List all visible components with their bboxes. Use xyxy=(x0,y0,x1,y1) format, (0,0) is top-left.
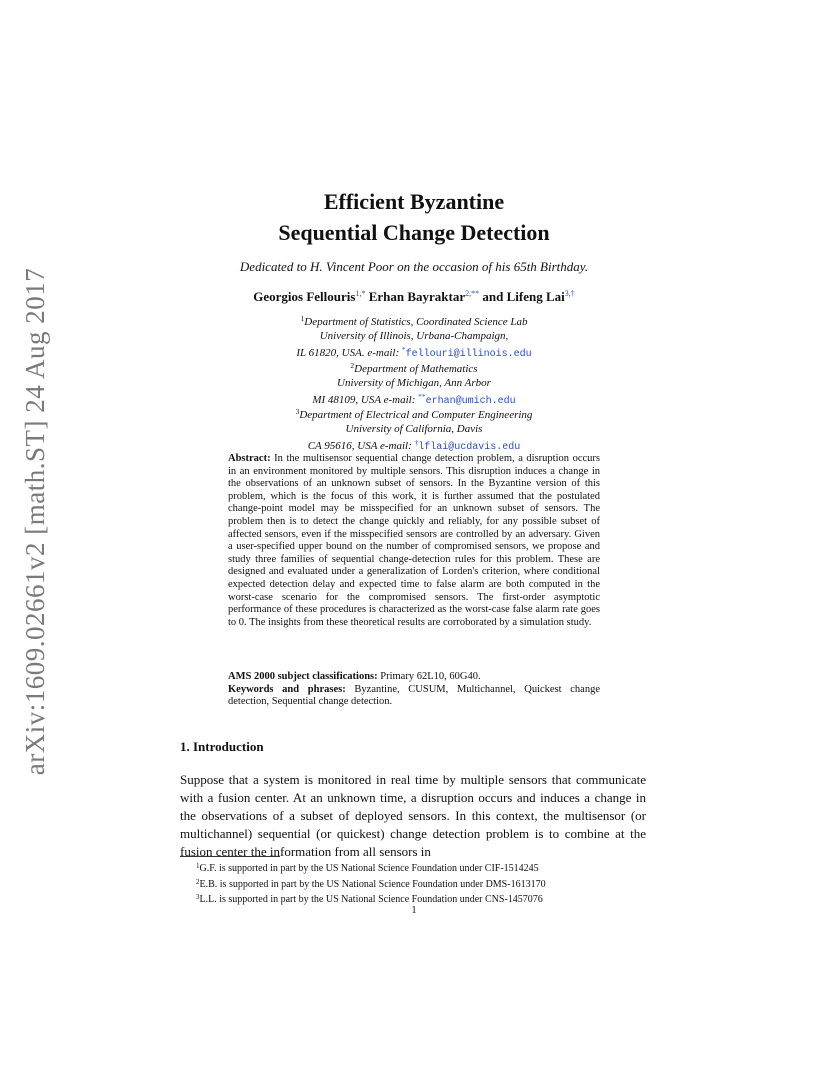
affiliation-line: Department of Mathematics xyxy=(354,363,478,375)
abstract-label: Abstract: xyxy=(228,453,271,464)
affiliation-line: CA 95616, USA e-mail: xyxy=(307,440,415,452)
footnote-number: 2 xyxy=(196,877,200,886)
affiliation-number: 1 xyxy=(300,314,305,323)
email-link[interactable]: erhan@umich.edu xyxy=(425,396,516,407)
email-mark: † xyxy=(414,438,419,447)
title-line-1: Efficient Byzantine xyxy=(323,189,505,214)
footnote-number: 1 xyxy=(196,862,200,870)
dedication: Dedicated to H. Vincent Poor on the occasion of his 65th Birthday. xyxy=(239,259,589,274)
footnote-text: G.F. is supported in part by the US National Science Foundation under CIF-1514245 xyxy=(199,863,539,874)
ams-label: AMS 2000 subject classifications: xyxy=(228,671,378,682)
footnotes xyxy=(196,860,646,907)
email-mark: * xyxy=(401,345,406,354)
abstract-text: In the multisensor sequential change detection problem, a disruption occurs in an environment monitored by multiple sensors. This disruption induces a change in the observations of an unknown subset of sensors. In the Byzantine version of this problem, which is the focus of this work, it is further assumed that the postulated change-point model may be misspecified for an unknown subset of sensors. The problem then is to detect the change quickly and reliably, for any possible subset of affected sensors, even if the misspecified sensors are controlled by an adversary. Given a user-specified upper bound on the number of compromised sensors, we propose and study three families of sequential change-detection rules for this problem. These are designed and evaluated under a generalization of Lorden's criterion, where conditional expected detection delay and expected time to false alarm are both computed in the worst-case scenario for the compromised sensors. The first-order asymptotic performance of these procedures is characterized as the worst-case false alarm rate goes to 0. The insights from these theoretical results are corroborated by a simulation study. xyxy=(228,453,600,628)
author-separator: and xyxy=(479,289,507,304)
footnote-text: L.L. is supported in part by the US National Science Foundation under CNS-1457076 xyxy=(199,894,543,905)
section-heading: 1. Introduction xyxy=(180,739,264,754)
ams-text: Primary 62L10, 60G40. xyxy=(377,671,481,682)
email-mark: ** xyxy=(418,392,426,401)
author-mark[interactable]: 2,** xyxy=(465,289,480,298)
footnote-number: 3 xyxy=(196,893,200,901)
affiliation-line: University of Michigan, Ann Arbor xyxy=(337,377,491,389)
abstract xyxy=(228,453,600,629)
footnote-text: E.B. is supported in part by the US National Science Foundation under DMS-1613170 xyxy=(199,878,546,890)
keywords-text: Byzantine, CUSUM, Multichannel, Quickest change detection, Sequential change detection. xyxy=(228,683,600,708)
arxiv-id[interactable]: arXiv:1609.02661v2 [math.ST] 24 Aug 2017 xyxy=(20,267,51,775)
affiliation-1 xyxy=(0,312,828,362)
title-line-2: Sequential Change Detection xyxy=(278,220,550,245)
footnote xyxy=(196,860,646,876)
author-name: Georgios Fellouris xyxy=(253,289,356,304)
keywords-label: Keywords and phrases: xyxy=(228,683,346,695)
author-list xyxy=(0,289,828,305)
affiliation-2 xyxy=(0,359,828,409)
author-mark[interactable]: 1,* xyxy=(355,289,366,298)
ams-classification xyxy=(228,671,600,684)
keywords xyxy=(228,684,600,709)
footnote xyxy=(196,876,646,892)
affiliation-line: MI 48109, USA e-mail: xyxy=(312,394,419,406)
author-mark[interactable]: 3,† xyxy=(564,289,575,298)
author-name: Erhan Bayraktar xyxy=(368,289,466,304)
affiliation-line: Department of Statistics, Coordinated Science Lab xyxy=(304,316,528,328)
classifications xyxy=(228,671,600,709)
affiliation-number: 3 xyxy=(295,407,300,416)
affiliation-line: Department of Electrical and Computer Engineering xyxy=(299,409,533,421)
page-number: 1 xyxy=(411,905,417,916)
affiliation-number: 2 xyxy=(350,361,355,370)
paper-title xyxy=(0,186,828,248)
email-link[interactable]: lflai@ucdavis.edu xyxy=(418,442,521,453)
affiliation-line: IL 61820, USA. e-mail: xyxy=(296,347,402,359)
footnote-rule xyxy=(180,856,280,857)
intro-paragraph: Suppose that a system is monitored in real time by multiple sensors that communicate with a fusion center. At an unknown time, a disruption occurs and induces a change in the observations of a subset of deployed sensors. In this context, the multisensor (or multichannel) sequential (or quickest) change detection problem is to combine at the fusion center the information from all sensors in xyxy=(180,772,646,859)
email-link[interactable]: fellouri@illinois.edu xyxy=(405,349,532,360)
affiliation-line: University of Illinois, Urbana-Champaign, xyxy=(319,330,509,342)
affiliation-3 xyxy=(0,405,828,455)
author-name: Lifeng Lai xyxy=(506,289,565,304)
affiliation-line: University of California, Davis xyxy=(345,423,483,435)
